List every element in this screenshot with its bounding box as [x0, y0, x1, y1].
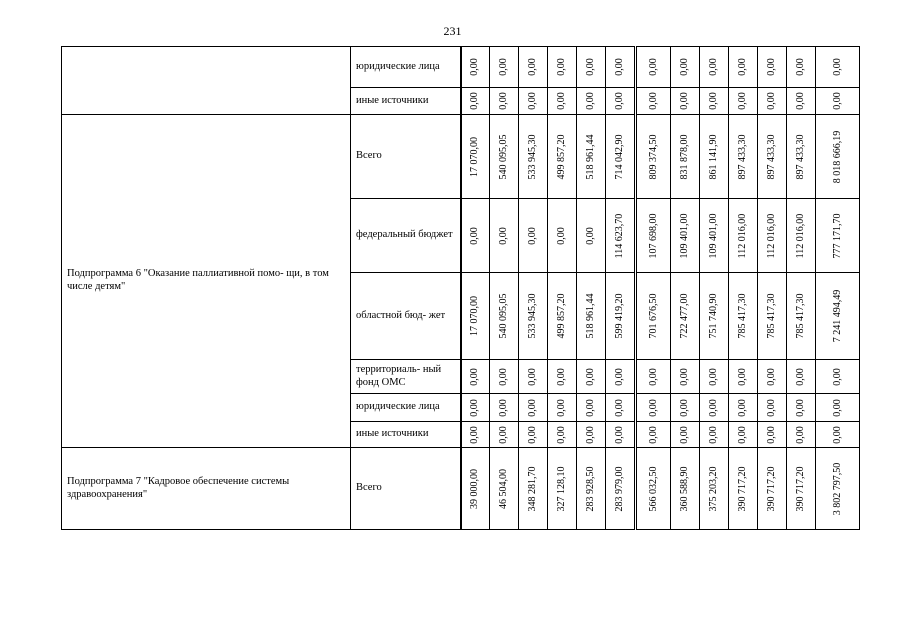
value-cell: [461, 422, 490, 448]
value-cell: [490, 115, 519, 199]
value-text: 0,00: [469, 367, 481, 386]
value-text: 0,00: [527, 398, 538, 417]
value-text: 831 878,00: [679, 134, 690, 179]
value-text: 897 433,30: [766, 134, 777, 179]
value-text: 0,00: [795, 92, 806, 110]
value-cell: [548, 199, 577, 273]
value-text: 0,00: [831, 92, 843, 110]
value-cell: [606, 422, 636, 448]
value-cell: [758, 199, 787, 273]
page-number: 231: [443, 24, 462, 38]
value-text: 0,00: [647, 425, 659, 444]
value-cell: [519, 394, 548, 422]
value-cell: [671, 88, 700, 115]
value-text: 751 740,90: [708, 293, 719, 339]
value-cell: [461, 394, 490, 422]
value-text: 0,00: [585, 92, 596, 110]
value-text: 0,00: [469, 58, 481, 76]
value-cell: [461, 115, 490, 199]
value-cell: [548, 422, 577, 448]
value-text: 0,00: [647, 367, 659, 386]
value-cell: [577, 199, 606, 273]
value-cell: [636, 273, 671, 360]
value-cell: [816, 448, 860, 530]
value-text: 0,00: [527, 367, 538, 386]
funding-source-cell: иные источники: [351, 88, 461, 115]
value-cell: [700, 394, 729, 422]
value-cell: [787, 273, 816, 360]
value-text: 0,00: [795, 58, 806, 76]
value-text: 107 698,00: [647, 213, 659, 258]
value-cell: [606, 448, 636, 530]
value-cell: [519, 47, 548, 88]
value-text: 0,00: [766, 425, 777, 444]
value-cell: [577, 394, 606, 422]
funding-source-cell: Всего: [351, 448, 461, 530]
value-cell: [671, 115, 700, 199]
value-cell: [490, 88, 519, 115]
value-text: 0,00: [737, 398, 748, 417]
program-name-cell: [62, 47, 351, 115]
value-cell: [606, 88, 636, 115]
value-cell: [816, 422, 860, 448]
value-text: 0,00: [556, 58, 567, 76]
value-cell: [787, 47, 816, 88]
value-cell: [548, 448, 577, 530]
value-cell: [490, 448, 519, 530]
value-cell: [816, 273, 860, 360]
value-cell: [758, 360, 787, 394]
value-cell: [729, 360, 758, 394]
value-cell: [636, 199, 671, 273]
value-cell: [490, 394, 519, 422]
value-cell: [490, 360, 519, 394]
value-cell: [729, 422, 758, 448]
value-cell: [461, 448, 490, 530]
value-text: 785 417,30: [766, 293, 777, 339]
value-text: 0,00: [831, 367, 843, 386]
value-cell: [519, 273, 548, 360]
value-text: 518 961,44: [585, 293, 596, 339]
value-text: 533 945,30: [527, 134, 538, 179]
value-cell: [729, 273, 758, 360]
funding-source-cell: юридические лица: [351, 394, 461, 422]
value-text: 0,00: [831, 398, 843, 417]
value-cell: [787, 115, 816, 199]
value-text: 390 717,20: [795, 466, 806, 511]
value-text: 0,00: [614, 367, 625, 386]
value-text: 0,00: [679, 425, 690, 444]
value-text: 283 928,50: [585, 466, 596, 511]
value-cell: [490, 422, 519, 448]
value-cell: [636, 115, 671, 199]
value-text: 0,00: [498, 398, 509, 417]
value-text: 112 016,00: [737, 213, 748, 258]
value-text: 0,00: [737, 58, 748, 76]
value-cell: [606, 47, 636, 88]
value-text: 0,00: [614, 58, 625, 76]
value-text: 46 504,00: [498, 468, 509, 509]
value-text: 360 588,90: [679, 466, 690, 511]
value-text: 0,00: [498, 367, 509, 386]
value-text: 0,00: [556, 425, 567, 444]
value-cell: [548, 273, 577, 360]
value-text: 0,00: [647, 92, 659, 110]
value-text: 0,00: [585, 367, 596, 386]
value-cell: [577, 422, 606, 448]
value-cell: [490, 47, 519, 88]
value-text: 0,00: [831, 425, 843, 444]
value-cell: [577, 47, 606, 88]
value-cell: [548, 47, 577, 88]
value-text: 714 042,90: [614, 134, 625, 179]
value-cell: [671, 273, 700, 360]
value-text: 283 979,00: [614, 466, 625, 511]
value-text: 518 961,44: [585, 134, 596, 179]
value-cell: [729, 448, 758, 530]
value-cell: [519, 88, 548, 115]
value-cell: [577, 115, 606, 199]
value-text: 0,00: [766, 58, 777, 76]
table-row: [62, 47, 860, 88]
value-cell: [758, 448, 787, 530]
value-text: 0,00: [708, 58, 719, 76]
value-cell: [636, 422, 671, 448]
value-text: 327 128,10: [556, 466, 567, 511]
value-text: 0,00: [614, 425, 625, 444]
value-cell: [671, 394, 700, 422]
value-cell: [787, 360, 816, 394]
value-cell: [729, 47, 758, 88]
value-cell: [671, 448, 700, 530]
value-cell: [548, 88, 577, 115]
value-text: 112 016,00: [795, 213, 806, 258]
value-text: 375 203,20: [708, 466, 719, 511]
value-text: 0,00: [679, 367, 690, 386]
value-cell: [700, 115, 729, 199]
value-text: 0,00: [679, 92, 690, 110]
value-text: 722 477,00: [679, 293, 690, 339]
value-text: 0,00: [469, 398, 481, 417]
value-text: 0,00: [708, 398, 719, 417]
value-cell: [729, 394, 758, 422]
value-cell: [636, 360, 671, 394]
value-cell: [577, 360, 606, 394]
value-cell: [700, 448, 729, 530]
funding-source-cell: иные источники: [351, 422, 461, 448]
value-cell: [671, 199, 700, 273]
value-text: 0,00: [469, 425, 481, 444]
value-text: 0,00: [766, 398, 777, 417]
value-cell: [700, 88, 729, 115]
value-text: 540 095,05: [498, 134, 509, 179]
value-cell: [519, 422, 548, 448]
value-cell: [787, 88, 816, 115]
value-text: 0,00: [556, 367, 567, 386]
value-text: 0,00: [469, 226, 481, 245]
value-text: 17 070,00: [469, 136, 481, 177]
value-cell: [577, 88, 606, 115]
value-cell: [787, 422, 816, 448]
value-text: 0,00: [737, 367, 748, 386]
value-cell: [729, 199, 758, 273]
program-name-cell: Подпрограмма 7 "Кадровое обеспечение системы здравоохранения": [62, 448, 351, 530]
value-text: 0,00: [498, 58, 509, 76]
value-text: 861 141,90: [708, 134, 719, 179]
value-cell: [758, 115, 787, 199]
value-cell: [729, 115, 758, 199]
value-text: 0,00: [647, 398, 659, 417]
funding-source-cell: территориаль- ный фонд ОМС: [351, 360, 461, 394]
value-text: 114 623,70: [614, 213, 625, 258]
value-text: 785 417,30: [737, 293, 748, 339]
value-text: 0,00: [469, 92, 481, 110]
value-cell: [548, 394, 577, 422]
value-text: 0,00: [527, 58, 538, 76]
value-text: 0,00: [737, 425, 748, 444]
value-text: 0,00: [556, 226, 567, 245]
budget-table: [61, 46, 860, 530]
value-cell: [490, 199, 519, 273]
value-text: 0,00: [647, 58, 659, 76]
value-cell: [519, 448, 548, 530]
value-text: 390 717,20: [737, 466, 748, 511]
value-cell: [636, 448, 671, 530]
value-text: 3 802 797,50: [831, 462, 843, 515]
value-cell: [461, 199, 490, 273]
value-text: 0,00: [795, 367, 806, 386]
value-cell: [461, 47, 490, 88]
value-cell: [636, 88, 671, 115]
value-text: 8 018 666,19: [831, 130, 843, 183]
value-text: 0,00: [795, 398, 806, 417]
value-text: 701 676,50: [647, 293, 659, 339]
value-text: 0,00: [614, 398, 625, 417]
value-text: 0,00: [737, 92, 748, 110]
value-text: 0,00: [585, 398, 596, 417]
funding-source-cell: областной бюд- жет: [351, 273, 461, 360]
value-cell: [606, 360, 636, 394]
value-text: 0,00: [766, 92, 777, 110]
value-text: 785 417,30: [795, 293, 806, 339]
value-cell: [758, 88, 787, 115]
value-text: 0,00: [527, 226, 538, 245]
program-name-cell: Подпрограмма 6 "Оказание паллиативной помо- щи, в том числе детям": [62, 115, 351, 448]
value-cell: [816, 394, 860, 422]
value-text: 897 433,30: [737, 134, 748, 179]
value-text: 0,00: [556, 398, 567, 417]
value-cell: [577, 448, 606, 530]
value-text: 499 857,20: [556, 134, 567, 179]
value-text: 0,00: [498, 92, 509, 110]
value-text: 109 401,00: [708, 213, 719, 258]
value-text: 0,00: [708, 425, 719, 444]
value-cell: [519, 115, 548, 199]
value-cell: [787, 448, 816, 530]
value-cell: [758, 47, 787, 88]
funding-source-cell: юридические лица: [351, 47, 461, 88]
value-text: 0,00: [585, 425, 596, 444]
value-text: 39 000,00: [469, 468, 481, 509]
value-cell: [461, 88, 490, 115]
value-text: 499 857,20: [556, 293, 567, 339]
value-text: 0,00: [527, 92, 538, 110]
value-cell: [787, 199, 816, 273]
table-body: [62, 47, 860, 530]
value-cell: [700, 47, 729, 88]
value-text: 0,00: [679, 58, 690, 76]
value-cell: [758, 273, 787, 360]
value-cell: [758, 422, 787, 448]
value-text: 0,00: [527, 425, 538, 444]
value-text: 7 241 494,49: [831, 289, 843, 343]
value-cell: [636, 394, 671, 422]
value-cell: [519, 199, 548, 273]
value-cell: [606, 273, 636, 360]
value-cell: [700, 360, 729, 394]
value-text: 809 374,50: [647, 134, 659, 179]
value-text: 566 032,50: [647, 466, 659, 511]
value-cell: [671, 422, 700, 448]
funding-source-cell: федеральный бюджет: [351, 199, 461, 273]
value-text: 0,00: [498, 425, 509, 444]
funding-source-cell: Всего: [351, 115, 461, 199]
value-cell: [636, 47, 671, 88]
table-row: [62, 115, 860, 199]
value-cell: [700, 199, 729, 273]
value-text: 390 717,20: [766, 466, 777, 511]
value-cell: [519, 360, 548, 394]
value-text: 897 433,30: [795, 134, 806, 179]
value-cell: [758, 394, 787, 422]
value-cell: [606, 394, 636, 422]
value-text: 109 401,00: [679, 213, 690, 258]
value-text: 0,00: [585, 226, 596, 245]
value-cell: [729, 88, 758, 115]
value-cell: [787, 394, 816, 422]
value-cell: [816, 47, 860, 88]
value-text: 0,00: [795, 425, 806, 444]
value-cell: [816, 88, 860, 115]
value-text: 0,00: [614, 92, 625, 110]
value-cell: [671, 360, 700, 394]
value-text: 0,00: [708, 367, 719, 386]
value-text: 599 419,20: [614, 293, 625, 339]
value-cell: [490, 273, 519, 360]
value-text: 0,00: [498, 226, 509, 245]
value-cell: [700, 273, 729, 360]
value-text: 533 945,30: [527, 293, 538, 339]
value-cell: [606, 199, 636, 273]
value-cell: [461, 360, 490, 394]
value-text: 0,00: [831, 58, 843, 76]
value-cell: [606, 115, 636, 199]
value-text: 112 016,00: [766, 213, 777, 258]
value-cell: [816, 360, 860, 394]
value-cell: [671, 47, 700, 88]
value-text: 0,00: [585, 58, 596, 76]
value-text: 0,00: [766, 367, 777, 386]
value-text: 348 281,70: [527, 466, 538, 511]
value-text: 0,00: [708, 92, 719, 110]
value-text: 0,00: [556, 92, 567, 110]
value-cell: [700, 422, 729, 448]
value-cell: [816, 115, 860, 199]
value-cell: [816, 199, 860, 273]
value-cell: [548, 360, 577, 394]
value-text: 0,00: [679, 398, 690, 417]
value-cell: [577, 273, 606, 360]
value-cell: [461, 273, 490, 360]
value-text: 777 171,70: [831, 213, 843, 258]
value-text: 17 070,00: [469, 296, 481, 336]
table-row: [62, 448, 860, 530]
value-cell: [548, 115, 577, 199]
value-text: 540 095,05: [498, 293, 509, 339]
